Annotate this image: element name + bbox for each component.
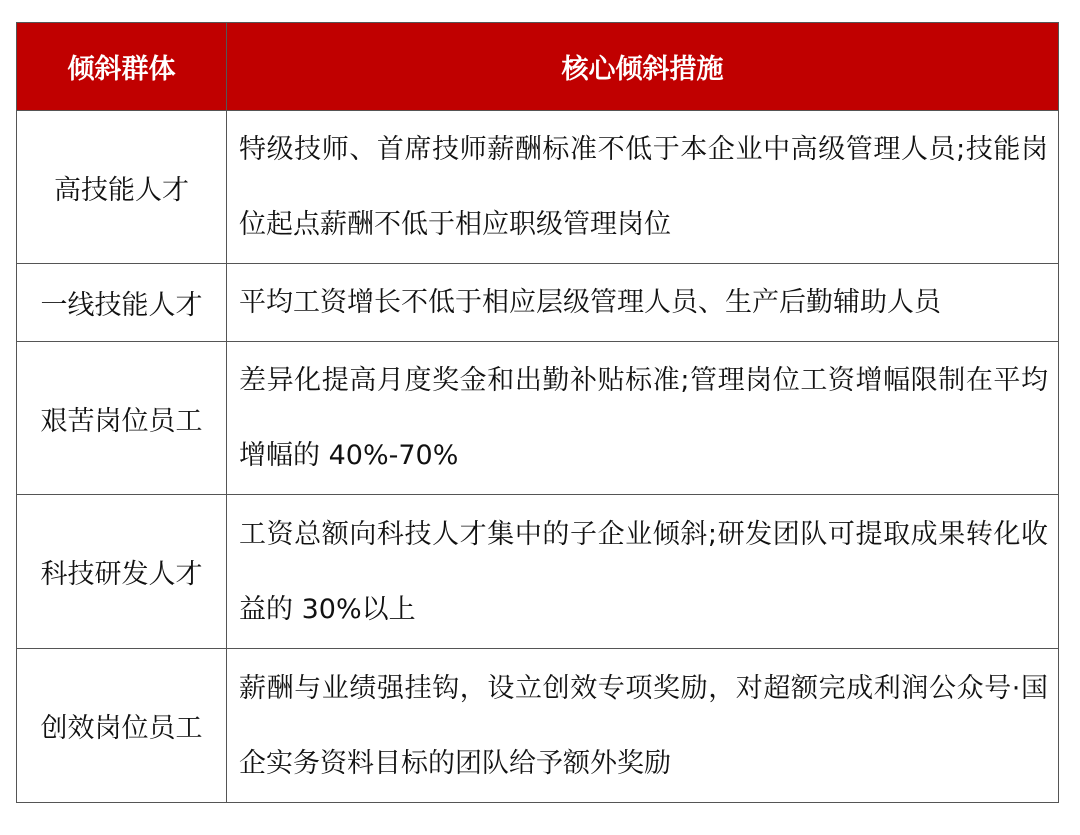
table-row bbox=[17, 649, 1059, 803]
measure-cell: 平均工资增长不低于相应层级管理人员、生产后勤辅助人员 bbox=[227, 264, 1059, 342]
table-row bbox=[17, 342, 1059, 495]
table-row bbox=[17, 111, 1059, 264]
table-row bbox=[17, 264, 1059, 342]
group-cell: 科技研发人才 bbox=[17, 495, 227, 649]
table-row bbox=[17, 495, 1059, 649]
policy-table bbox=[16, 22, 1059, 803]
group-cell: 一线技能人才 bbox=[17, 264, 227, 342]
group-cell: 艰苦岗位员工 bbox=[17, 342, 227, 495]
table-header bbox=[17, 23, 1059, 111]
table-body bbox=[17, 111, 1059, 803]
measure-cell: 工资总额向科技人才集中的子企业倾斜;研发团队可提取成果转化收益的 30%以上 bbox=[227, 495, 1059, 649]
header-group: 倾斜群体 bbox=[17, 23, 227, 111]
measure-cell: 差异化提高月度奖金和出勤补贴标准;管理岗位工资增幅限制在平均增幅的 40%-70% bbox=[227, 342, 1059, 495]
group-cell: 创效岗位员工 bbox=[17, 649, 227, 803]
measure-cell: 特级技师、首席技师薪酬标准不低于本企业中高级管理人员;技能岗位起点薪酬不低于相应职级管理岗位 bbox=[227, 111, 1059, 264]
measure-cell: 薪酬与业绩强挂钩，设立创效专项奖励，对超额完成利润公众号·国企实务资料目标的团队给予额外奖励 bbox=[227, 649, 1059, 803]
header-row bbox=[17, 23, 1059, 111]
group-cell: 高技能人才 bbox=[17, 111, 227, 264]
header-measure: 核心倾斜措施 bbox=[227, 23, 1059, 111]
